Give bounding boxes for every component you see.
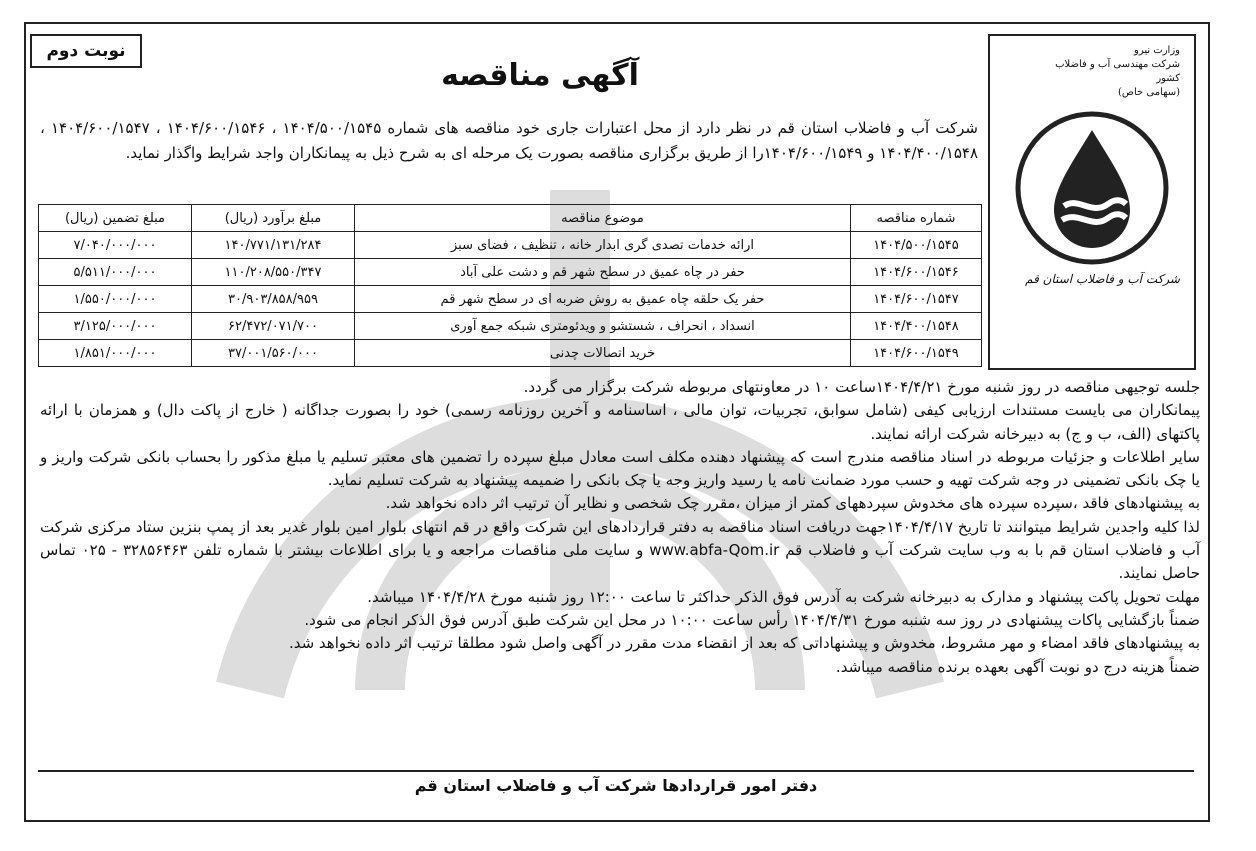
qualification-paragraph: پیمانکاران می بایست مستندات ارزیابی کیفی (شامل سوابق، تجربیات، توان مالی ، اساسنامه و آخرین روزنامه رسمی) خود را بصورت جداگانه ( خارج از پاکت دال) و همزمان با ارائه پاکتهای (الف، ب و ج) به دبیرخانه شرکت ارائه نمایند. bbox=[40, 401, 1200, 443]
logo-status: (سهامی خاص) bbox=[1117, 87, 1180, 98]
cell-number: ۱۴۰۴/۶۰۰/۱۵۴۶ bbox=[851, 259, 982, 286]
cell-number: ۱۴۰۴/۵۰۰/۱۵۴۵ bbox=[851, 232, 982, 259]
water-drop-logo-icon bbox=[1012, 108, 1172, 268]
logo-header bbox=[1030, 44, 1180, 100]
cell-number: ۱۴۰۴/۶۰۰/۱۵۴۹ bbox=[851, 340, 982, 367]
logo-company-national: شرکت مهندسی آب و فاضلاب کشور bbox=[1055, 59, 1180, 84]
header-guarantee: مبلغ تضمین (ریال) bbox=[39, 205, 192, 232]
cell-estimate: ۱۴۰/۷۷۱/۱۳۱/۲۸۴ bbox=[192, 232, 355, 259]
intro-paragraph: شرکت آب و فاضلاب استان قم در نظر دارد از محل اعتبارات جاری خود مناقصه های شماره ۱۴۰۴/۵۰۰/۱۵۴۵ ، ۱۴۰۴/۶۰۰/۱۵۴۶ ، ۱۴۰۴/۶۰۰/۱۵۴۷ ، ۱۴۰۴/۴۰۰/۱۵۴۸ و ۱۴۰۴/۶۰۰/۱۵۴۹را از طریق برگزاری مناقصه بصورت یک مرحله ای به شرح ذیل به پیمانکاران واجد شرایط واگذار نماید. bbox=[40, 119, 978, 162]
table-row bbox=[39, 313, 982, 340]
cell-subject: انسداد ، انحراف ، شستشو و ویدئومتری شبکه جمع آوری bbox=[355, 313, 851, 340]
page-title: آگهی مناقصه bbox=[441, 58, 639, 93]
tenders-table bbox=[38, 204, 982, 367]
cell-guarantee: ۱/۸۵۱/۰۰۰/۰۰۰ bbox=[39, 340, 192, 367]
table-row bbox=[39, 232, 982, 259]
footer-signature: دفتر امور قراردادها شرکت آب و فاضلاب استان قم bbox=[414, 776, 818, 795]
cell-estimate: ۳۷/۰۰۱/۵۶۰/۰۰۰ bbox=[192, 340, 355, 367]
logo-ministry: وزارت نیرو bbox=[1133, 45, 1180, 56]
header-estimate: مبلغ برآورد (ریال) bbox=[192, 205, 355, 232]
table-row bbox=[39, 286, 982, 313]
cell-estimate: ۱۱۰/۲۰۸/۵۵۰/۳۴۷ bbox=[192, 259, 355, 286]
cost-paragraph: ضمناً هزینه درج دو نوبت آگهی بعهده برنده مناقصه میباشد. bbox=[835, 657, 1200, 676]
footer-divider bbox=[38, 770, 1194, 772]
header-number: شماره مناقصه bbox=[851, 205, 982, 232]
cell-guarantee: ۷/۰۴۰/۰۰۰/۰۰۰ bbox=[39, 232, 192, 259]
header-subject: موضوع مناقصه bbox=[355, 205, 851, 232]
opening-paragraph: ضمناً بازگشایی پاکات پیشنهادی در روز سه شنبه مورخ ۱۴۰۴/۴/۳۱ رأس ساعت ۱۰:۰۰ در محل این شرکت طبق آدرس فوق الذکر انجام می شود. bbox=[304, 610, 1200, 629]
invalid-bids-paragraph: به پیشنهادهای فاقد امضاء و مهر مشروط، مخدوش و پیشنهاداتی که بعد از انقضاء مدت مقرر در آگهی واصل شود مطلقا ترتیب اثر داده نخواهد شد. bbox=[288, 634, 1200, 653]
table-row bbox=[39, 259, 982, 286]
logo-company-local: شرکت آب و فاضلاب استان قم bbox=[1025, 272, 1180, 286]
cell-subject: خرید اتصالات چدنی bbox=[355, 340, 851, 367]
cell-number: ۱۴۰۴/۶۰۰/۱۵۴۷ bbox=[851, 286, 982, 313]
table-row bbox=[39, 340, 982, 367]
cell-estimate: ۳۰/۹۰۳/۸۵۸/۹۵۹ bbox=[192, 286, 355, 313]
cell-subject: حفر در چاه عمیق در سطح شهر قم و دشت علی آباد bbox=[355, 259, 851, 286]
deadline-paragraph: مهلت تحویل پاکت پیشنهاد و مدارک به دبیرخانه شرکت به آدرس فوق الذکر حداکثر تا ساعت ۱۲:۰۰ روز شنبه مورخ ۱۴۰۴/۴/۲۸ میباشد. bbox=[367, 587, 1200, 606]
documents-paragraph: لذا کلیه واجدین شرایط میتوانند تا تاریخ ۱۴۰۴/۴/۱۷جهت دریافت اسناد مناقصه به دفتر قراردادهای این شرکت واقع در قم انتهای بلوار امین بلوار غدیر بعد از پمپ بنزین ستاد مرکزی شرکت آب و فاضلاب استان قم با به وب سایت شرکت آب و فاضلاب قم www.abfa-Qom.ir و سایت ملی مناقصات مراجعه و یا برای اطلاعات بیشتر با شماره تلفن ۳۲۸۵۶۴۶۳ - ۰۲۵ تماس حاصل نمایند. bbox=[40, 517, 1201, 583]
cell-subject: حفر یک حلقه چاه عمیق به روش ضربه ای در سطح شهر قم bbox=[355, 286, 851, 313]
cell-guarantee: ۳/۱۲۵/۰۰۰/۰۰۰ bbox=[39, 313, 192, 340]
cell-guarantee: ۵/۵۱۱/۰۰۰/۰۰۰ bbox=[39, 259, 192, 286]
company-logo-box bbox=[988, 34, 1196, 370]
briefing-paragraph: جلسه توجیهی مناقصه در روز شنبه مورخ ۱۴۰۴/۴/۲۱ساعت ۱۰ در معاونتهای مربوطه شرکت برگزار می گردد. bbox=[523, 378, 1200, 396]
round-badge: نوبت دوم bbox=[30, 34, 142, 68]
table-header-row bbox=[39, 205, 982, 232]
cell-guarantee: ۱/۵۵۰/۰۰۰/۰۰۰ bbox=[39, 286, 192, 313]
cell-number: ۱۴۰۴/۴۰۰/۱۵۴۸ bbox=[851, 313, 982, 340]
cell-estimate: ۶۲/۴۷۲/۰۷۱/۷۰۰ bbox=[192, 313, 355, 340]
cell-subject: ارائه خدمات تصدی گری ابدار خانه ، تنظیف ، فضای سبز bbox=[355, 232, 851, 259]
guarantee-paragraph: سایر اطلاعات و جزئیات مربوطه در اسناد مناقصه مندرج است که پیشنهاد دهنده مکلف است معادل مبلغ سپرده را تضمین های معتبر تسلیم یا مبلغ مذکور را بحساب بانکی شرکت واریز و یا چک بانکی تضمینی در وجه شرکت تهیه و حسب مورد ضمانت نامه یا رسید واریز وجه یا چک بانکی را ضمیمه پیشنهاد به شرکت تسلیم نماید. bbox=[40, 447, 1200, 490]
invalid-deposit-paragraph: به پیشنهادهای فاقد ،سپرده سپرده های مخدوش سپردههای کمتر از میزان ،مقرر چک شخصی و نظایر آن ترتیب اثر داده نخواهد شد. bbox=[385, 494, 1200, 513]
notice-body bbox=[40, 376, 1200, 679]
